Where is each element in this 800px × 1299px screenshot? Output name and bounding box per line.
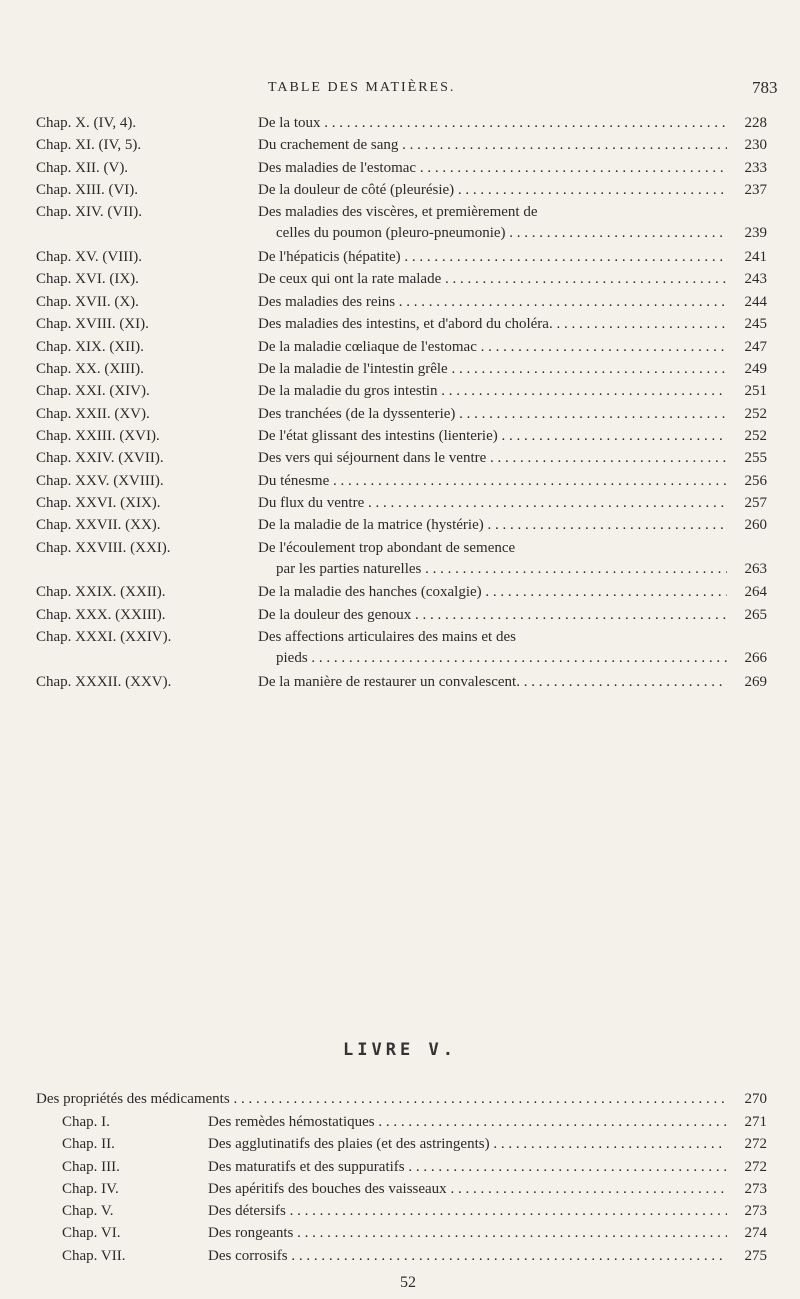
toc-page-number: 273 [727, 1179, 767, 1199]
leader-dots [293, 1225, 767, 1241]
toc-entry-title-text: De ceux qui ont la rate malade [258, 271, 442, 287]
leader-dots [395, 294, 767, 310]
page-number: 783 [752, 78, 778, 97]
leader-dots [454, 182, 767, 198]
toc-page-number: 239 [727, 223, 767, 243]
toc-entry-title [208, 1112, 767, 1132]
leader-dots [448, 361, 767, 377]
toc-entry-title-text: Des remèdes hémostatiques [208, 1114, 375, 1130]
toc-page-number: 265 [727, 605, 767, 625]
toc-entry-title-text: celles du poumon (pleuro-pneumonie) [276, 225, 506, 241]
toc-page-number: 272 [727, 1157, 767, 1177]
toc-entry-title-text: Des maturatifs et des suppuratifs [208, 1159, 405, 1175]
toc-entry-title [276, 559, 767, 579]
toc-entry-title [258, 627, 767, 647]
toc-entry-title [258, 538, 767, 558]
toc-entry-title [258, 247, 767, 267]
leader-dots [486, 450, 767, 466]
toc-chapter-label: Chap. XXV. (XVIII). [36, 473, 164, 489]
leader-dots [447, 1181, 767, 1197]
toc-entry-title [276, 648, 767, 668]
leader-dots [401, 249, 767, 265]
toc-entry-title [258, 269, 767, 289]
toc-entry-title [258, 135, 767, 155]
toc-chapter-label: Chap. XXX. (XXIII). [36, 607, 166, 623]
toc-entry-title [258, 448, 767, 468]
toc-entry-title [36, 1089, 767, 1109]
toc-entry-title [258, 381, 767, 401]
toc-page-number: 251 [727, 381, 767, 401]
toc-entry-title [258, 582, 767, 602]
toc-chapter-label: Chap. XXIII. (XVI). [36, 428, 160, 444]
toc-entry-title-text: Des rongeants [208, 1225, 294, 1241]
toc-entry-title-text: par les parties naturelles [276, 561, 422, 577]
toc-entry-title-text: Des corrosifs [208, 1248, 288, 1264]
toc-chapter-label: Chap. XX. (XIII). [36, 361, 144, 377]
toc-chapter-label: Chap. II. [62, 1136, 115, 1152]
toc-entry-title-text: De l'écoulement trop abondant de semence [258, 540, 516, 556]
toc-entry-title [258, 113, 767, 133]
toc-page-number: 249 [727, 359, 767, 379]
toc-entry-title-text: Des agglutinatifs des plaies (et des astringents) [208, 1136, 490, 1152]
toc-chapter-label: Chap. XXIX. (XXII). [36, 584, 166, 600]
toc-entry-title [208, 1201, 767, 1221]
toc-entry-title [258, 359, 767, 379]
leader-dots [364, 495, 767, 511]
toc-page-number: 245 [727, 314, 767, 334]
leader-dots [438, 383, 767, 399]
toc-chapter-label: Chap. XXI. (XIV). [36, 383, 150, 399]
toc-entry-title [208, 1246, 767, 1266]
toc-entry-title-text: Des détersifs [208, 1203, 286, 1219]
toc-entry-title [258, 493, 767, 513]
toc-page-number: 243 [727, 269, 767, 289]
toc-chapter-label: Chap. I. [62, 1114, 110, 1130]
toc-page-number: 270 [727, 1089, 767, 1109]
toc-chapter-label: Chap. XII. (V). [36, 160, 129, 176]
toc-entry-title [258, 158, 767, 178]
toc-entry-title-text: Des maladies des viscères, et premièrement de [258, 204, 538, 220]
toc-page-number: 273 [727, 1201, 767, 1221]
leader-dots [329, 473, 767, 489]
toc-entry-title-text: De l'état glissant des intestins (lienterie) [258, 428, 498, 444]
toc-entry-title-text: pieds [276, 650, 308, 666]
toc-chapter-label: Chap. X. (IV, 4). [36, 115, 137, 131]
toc-chapter-label: Chap. IV. [62, 1181, 119, 1197]
toc-entry-title-text: De l'hépaticis (hépatite) [258, 249, 401, 265]
leader-dots [320, 115, 767, 131]
toc-chapter-label: Chap. XXVII. (XX). [36, 517, 161, 533]
toc-page-number: 255 [727, 448, 767, 468]
toc-entry-title-text: Des maladies de l'estomac [258, 160, 417, 176]
toc-chapter-label: Chap. XXVIII. (XXI). [36, 540, 171, 556]
toc-entry-title-text: Des vers qui séjournent dans le ventre [258, 450, 487, 466]
leader-dots [405, 1159, 767, 1175]
leader-dots [411, 607, 767, 623]
toc-page-number: 263 [727, 559, 767, 579]
toc-entry-title-text: Des tranchées (de la dyssenterie) [258, 406, 456, 422]
toc-page-number: 272 [727, 1134, 767, 1154]
toc-chapter-label: Chap. XV. (VIII). [36, 249, 142, 265]
toc-entry-title [208, 1179, 767, 1199]
toc-entry-title-text: De la maladie cœliaque de l'estomac [258, 339, 477, 355]
toc-entry-title-text: Des maladies des reins [258, 294, 396, 310]
leader-dots [421, 561, 767, 577]
toc-entry-title-text: Des propriétés des médicaments [36, 1091, 230, 1107]
toc-chapter-label: Chap. XVII. (X). [36, 294, 139, 310]
toc-chapter-label: Chap. XVIII. (XI). [36, 316, 149, 332]
toc-entry-title [258, 605, 767, 625]
toc-entry-title [258, 337, 767, 357]
toc-chapter-label: Chap. VII. [62, 1248, 126, 1264]
toc-chapter-label: Chap. XVI. (IX). [36, 271, 139, 287]
toc-chapter-label: Chap. III. [62, 1159, 120, 1175]
toc-chapter-label: Chap. XXXII. (XXV). [36, 674, 172, 690]
toc-page-number: 256 [727, 471, 767, 491]
toc-entry-title [258, 202, 767, 222]
toc-page-number: 266 [727, 648, 767, 668]
toc-page-number: 252 [727, 426, 767, 446]
toc-entry-title-text: Du flux du ventre [258, 495, 365, 511]
toc-page-number: 257 [727, 493, 767, 513]
toc-entry-title [258, 292, 767, 312]
toc-page-number: 264 [727, 582, 767, 602]
toc-entry-title-text: Du crachement de sang [258, 137, 399, 153]
leader-dots [490, 1136, 767, 1152]
toc-chapter-label: Chap. XXXI. (XXIV). [36, 629, 172, 645]
toc-page-number: 252 [727, 404, 767, 424]
toc-chapter-label: Chap. XIII. (VI). [36, 182, 139, 198]
leader-dots [286, 1203, 767, 1219]
toc-entry-title-text: De la douleur des genoux [258, 607, 412, 623]
toc-page-number: 237 [727, 180, 767, 200]
leader-dots [288, 1248, 767, 1264]
toc-page-number: 260 [727, 515, 767, 535]
leader-dots [230, 1091, 767, 1107]
toc-entry-title-text: Des affections articulaires des mains et des [258, 629, 516, 645]
toc-entry-title [258, 471, 767, 491]
toc-entry-title-text: De la maladie des hanches (coxalgie) [258, 584, 482, 600]
toc-chapter-label: Chap. VI. [62, 1225, 121, 1241]
toc-chapter-label: Chap. V. [62, 1203, 114, 1219]
leader-dots [375, 1114, 767, 1130]
toc-entry-title [258, 515, 767, 535]
toc-page-number: 271 [727, 1112, 767, 1132]
toc-entry-title [208, 1157, 767, 1177]
leader-dots [482, 584, 767, 600]
toc-entry-title-text: De la toux [258, 115, 321, 131]
toc-chapter-label: Chap. XIV. (VII). [36, 204, 142, 220]
toc-page-number: 228 [727, 113, 767, 133]
leader-dots [308, 650, 767, 666]
toc-page-number: 233 [727, 158, 767, 178]
leader-dots [484, 517, 767, 533]
toc-entry-title [276, 223, 767, 243]
toc-entry-title [258, 180, 767, 200]
toc-entry-title-text: Des apéritifs des bouches des vaisseaux [208, 1181, 447, 1197]
livre-heading: LIVRE V. [343, 1040, 457, 1060]
toc-page-number: 275 [727, 1246, 767, 1266]
toc-entry-title-text: Du ténesme [258, 473, 330, 489]
running-title: TABLE DES MATIÈRES. [268, 80, 456, 95]
toc-entry-title [258, 426, 767, 446]
toc-entry-title-text: De la maladie du gros intestin [258, 383, 438, 399]
toc-chapter-label: Chap. XXIV. (XVII). [36, 450, 164, 466]
toc-chapter-label: Chap. XIX. (XII). [36, 339, 144, 355]
toc-entry-title [208, 1134, 767, 1154]
leader-dots [416, 160, 767, 176]
toc-chapter-label: Chap. XXII. (XV). [36, 406, 150, 422]
leader-dots [398, 137, 767, 153]
toc-entry-title-text: De la maladie de l'intestin grêle [258, 361, 448, 377]
toc-page-number: 269 [727, 672, 767, 692]
signature-mark: 52 [400, 1274, 416, 1291]
toc-chapter-label: Chap. XXVI. (XIX). [36, 495, 161, 511]
toc-chapter-label: Chap. XI. (IV, 5). [36, 137, 142, 153]
toc-entry-title-text: Des maladies des intestins, et d'abord du choléra. [258, 316, 553, 332]
toc-page-number: 230 [727, 135, 767, 155]
toc-entry-title-text: De la douleur de côté (pleurésie) [258, 182, 455, 198]
leader-dots [441, 271, 767, 287]
toc-entry-title [258, 314, 767, 334]
toc-entry-title-text: De la manière de restaurer un convalescent. [258, 674, 520, 690]
toc-entry-title-text: De la maladie de la matrice (hystérie) [258, 517, 484, 533]
toc-page-number: 244 [727, 292, 767, 312]
toc-page-number: 247 [727, 337, 767, 357]
toc-entry-title [258, 672, 767, 692]
toc-page-number: 274 [727, 1223, 767, 1243]
toc-page-number: 241 [727, 247, 767, 267]
leader-dots [477, 339, 767, 355]
toc-entry-title [258, 404, 767, 424]
leader-dots [455, 406, 767, 422]
toc-entry-title [208, 1223, 767, 1243]
